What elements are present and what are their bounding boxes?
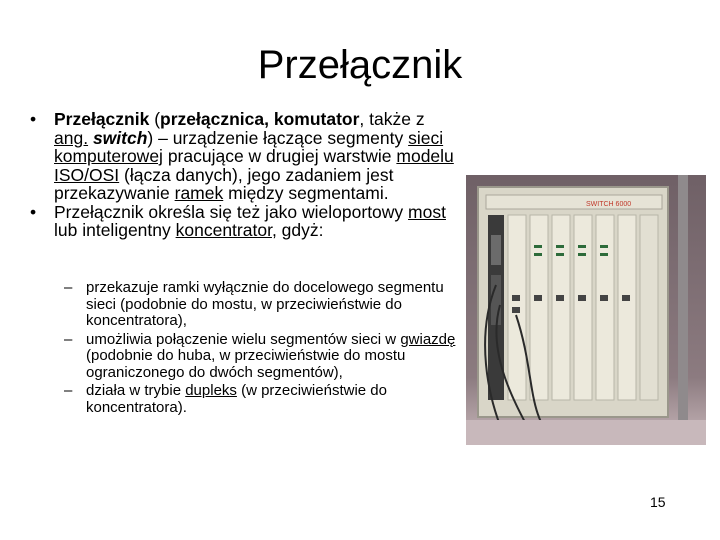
text-fragment: (w przeciwieństwie do koncentratora). xyxy=(86,382,387,416)
text-fragment: , gdyż: xyxy=(271,220,324,240)
text-fragment: działa w trybie xyxy=(86,382,186,399)
text-fragment: lub inteligentny xyxy=(54,220,176,240)
link-ang[interactable]: ang. xyxy=(54,127,89,148)
text-fragment: umożliwia połączenie wielu segmentów sieci w xyxy=(86,330,401,348)
dash-mark: – xyxy=(64,382,73,399)
slide-title: Przełącznik xyxy=(257,43,463,87)
text-fragment: Przełącznik określa się też jako wieloportowy xyxy=(54,201,409,222)
photo-floor xyxy=(466,420,706,445)
link-dupleks[interactable]: dupleks xyxy=(185,382,237,399)
link-ramek[interactable]: ramek xyxy=(174,183,224,203)
dash-mark: – xyxy=(64,279,73,296)
sub-item-text: przekazuje ramki wyłącznie do docelowego segmentu sieci (podobnie do mostu, w przeciwieństwie do koncentratora), xyxy=(86,279,444,329)
switch-photo xyxy=(466,175,706,445)
chassis-top-panel xyxy=(486,195,662,209)
link-most[interactable]: most xyxy=(408,201,446,222)
chassis-label: SWITCH 6000 xyxy=(586,201,632,208)
term-synonyms: przełącznica, komutator xyxy=(160,109,360,129)
dash-mark: – xyxy=(64,330,73,348)
sub-list xyxy=(64,280,464,416)
sub-item-star xyxy=(64,332,464,382)
page-number: 15 xyxy=(650,494,666,510)
bullet-item-description xyxy=(30,203,460,240)
bullet-list xyxy=(30,110,460,240)
bullet-mark: • xyxy=(30,201,37,222)
link-gwiazde[interactable]: gwiazdę xyxy=(400,330,456,348)
bullet-item-definition xyxy=(30,110,460,203)
link-model-iso-osi[interactable]: modelu ISO/OSI xyxy=(54,146,454,185)
text-fragment: (łącza danych), jego zadaniem jest przekazywanie xyxy=(54,164,394,203)
text-fragment: , także z xyxy=(359,109,425,129)
rack-pole xyxy=(678,175,688,445)
bullet-mark: • xyxy=(30,109,37,129)
text-fragment: pracujące w drugiej warstwie xyxy=(162,146,397,166)
text-fragment: między segmentami. xyxy=(223,183,389,203)
text-fragment: ( xyxy=(149,109,161,129)
link-sieci-komputerowej[interactable]: sieci komputerowej xyxy=(54,127,444,166)
link-koncentrator[interactable]: koncentrator xyxy=(175,220,272,240)
term-przelacznik: Przełącznik xyxy=(54,109,150,129)
text-fragment: ) – urządzenie łączące segmenty xyxy=(147,127,409,148)
sub-item-duplex xyxy=(64,383,464,416)
text-fragment: (podobnie do huba, w przeciwieństwie do mostu ograniczonego do dwóch segmentów), xyxy=(86,347,406,381)
sub-item-frames xyxy=(64,280,464,330)
term-switch: switch xyxy=(92,127,148,148)
